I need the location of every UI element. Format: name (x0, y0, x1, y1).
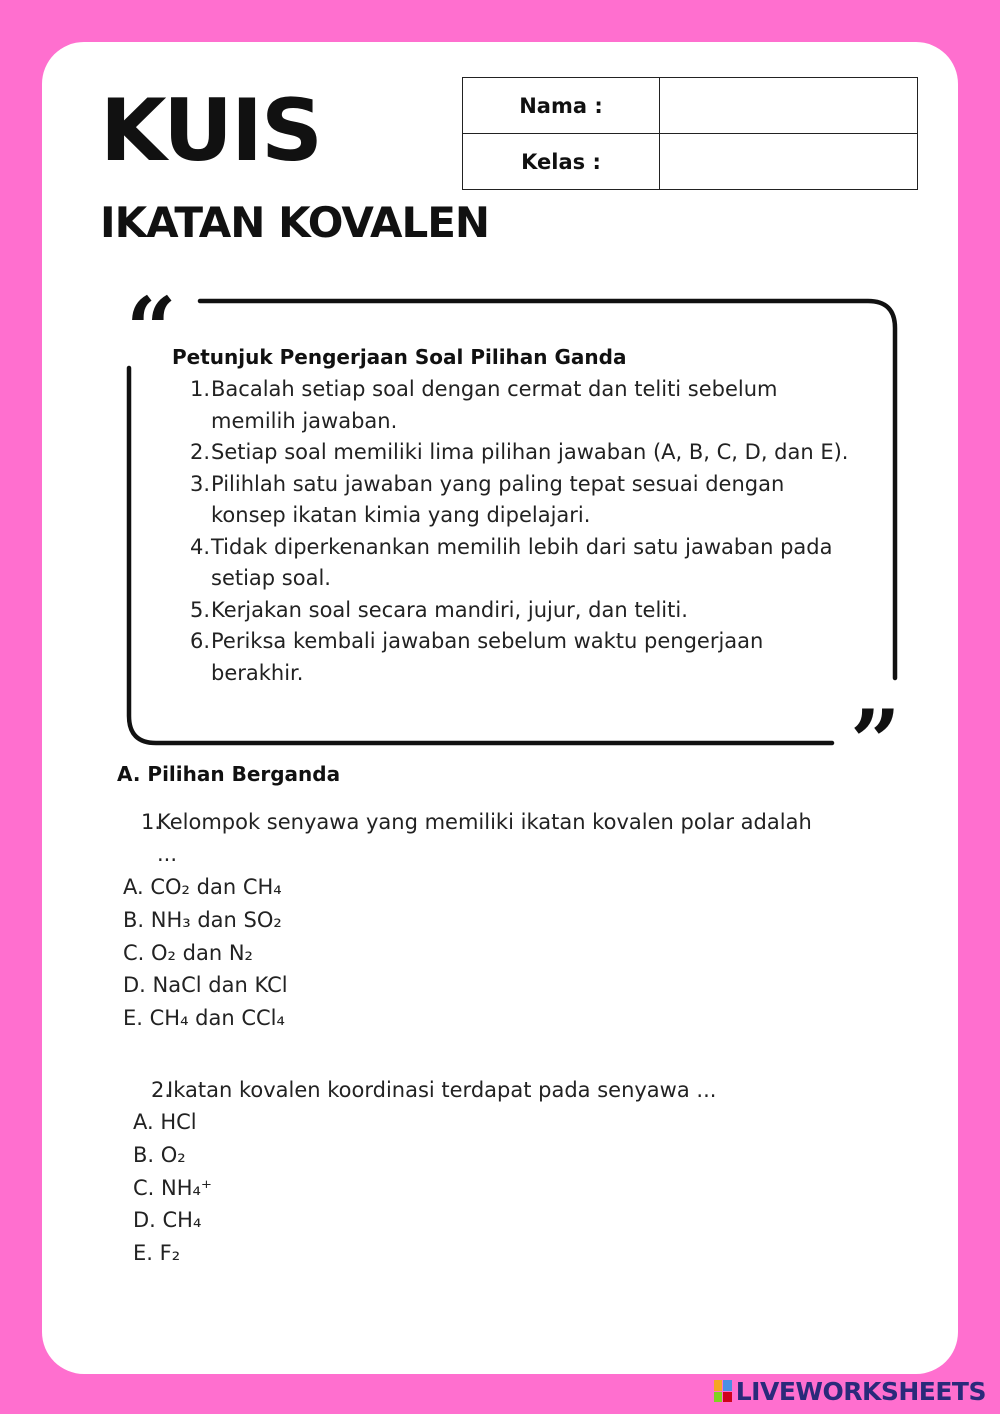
instruction-item: 1. Bacalah setiap soal dengan cermat dan teliti sebelum memilih jawaban. (189, 377, 778, 433)
question-1-options (123, 871, 288, 1035)
instruction-item: 2. Setiap soal memiliki lima pilihan jawaban (A, B, C, D, dan E). (189, 440, 849, 464)
instruction-item: 3. Pilihlah satu jawaban yang paling tepat sesuai dengan konsep ikatan kimia yang dipelajari. (189, 471, 785, 527)
page-subtitle: IKATAN KOVALEN (100, 198, 490, 247)
close-quote-icon: ” (850, 690, 901, 794)
instruction-item: 5. Kerjakan soal secara mandiri, jujur, dan teliti. (189, 597, 688, 622)
question-2-options (133, 1106, 212, 1270)
answer-option-b[interactable]: B. NH₃ dan SO₂ (123, 907, 282, 932)
class-field[interactable] (660, 134, 918, 190)
answer-option-a[interactable]: A. CO₂ dan CH₄ (123, 875, 282, 899)
answer-option-c[interactable]: C. O₂ dan N₂ (123, 940, 253, 965)
liveworksheets-logo-icon (714, 1380, 732, 1402)
student-info-table (462, 77, 918, 190)
answer-option-d[interactable]: D. NaCl dan KCl (123, 973, 288, 998)
answer-option-c[interactable]: C. NH₄⁺ (133, 1175, 213, 1200)
answer-option-d[interactable]: D. CH₄ (133, 1208, 202, 1233)
answer-option-b[interactable]: B. O₂ (133, 1142, 186, 1167)
section-title: A. Pilihan Berganda (117, 762, 341, 786)
question-text: Ikatan kovalen koordinasi terdapat pada senyawa ... (167, 1078, 717, 1102)
answer-option-e[interactable]: E. F₂ (133, 1241, 181, 1266)
answer-option-e[interactable]: E. CH₄ dan CCl₄ (123, 1006, 285, 1031)
instruction-item: 4. Tidak diperkenankan memilih lebih dari satu jawaban pada setiap soal. (189, 534, 833, 590)
class-label: Kelas : (463, 134, 660, 190)
instruction-item: 6. Periksa kembali jawaban sebelum waktu pengerjaan berakhir. (189, 629, 764, 685)
liveworksheets-brand: LIVEWORKSHEETS (735, 1376, 986, 1406)
question-text: Kelompok senyawa yang memiliki ikatan kovalen polar adalah ... (157, 810, 812, 866)
instructions-title: Petunjuk Pengerjaan Soal Pilihan Ganda (172, 345, 627, 369)
instructions-list (172, 374, 862, 689)
open-quote-icon: “ (126, 277, 177, 381)
name-field[interactable] (660, 78, 918, 134)
question-2: 2. Ikatan kovalen koordinasi terdapat pada senyawa ... (151, 1078, 717, 1102)
question-1: 1. Kelompok senyawa yang memiliki ikatan kovalen polar adalah ... (141, 810, 812, 866)
answer-option-a[interactable]: A. HCl (133, 1110, 197, 1134)
page-title: KUIS (100, 81, 321, 181)
name-label: Nama : (463, 78, 660, 134)
liveworksheets-footer (714, 1374, 986, 1408)
